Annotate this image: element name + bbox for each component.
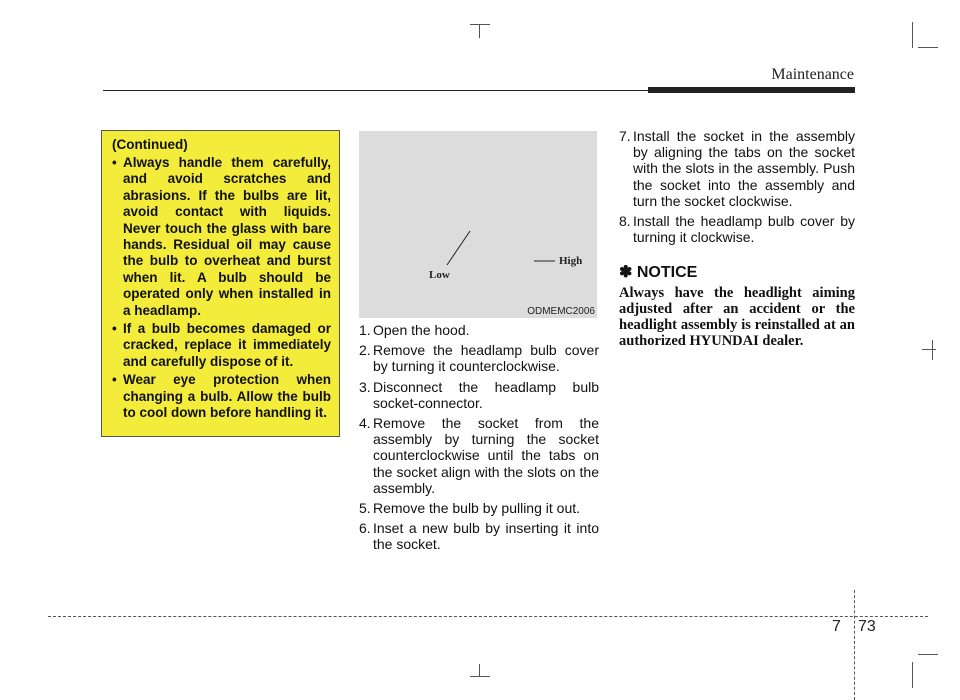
step-item (359, 342, 599, 374)
crop-mark-bottom-center (470, 676, 490, 677)
step-number: 6. (359, 520, 371, 537)
step-text: Install the socket in the assembly by aligning the tabs on the socket with the slots in the assembly. Push the socket into the assembly and turn the socket clockwise. (633, 128, 855, 209)
step-number: 8. (619, 213, 631, 230)
step-number: 1. (359, 322, 371, 338)
step-item (619, 213, 855, 245)
step-number: 4. (359, 415, 371, 432)
caution-bullet-text: Always handle them carefully, and avoid scratches and abrasions. If the bulbs are lit, avoid contact with liquids. Never touch the glass with bare hands. Residual oil may cause the bulb to overheat and burst when lit. A bulb should be operated only when installed in a headlamp. (123, 155, 331, 318)
step-item (359, 322, 599, 338)
crop-mark-top-right-h (918, 47, 938, 48)
notice-body: Always have the headlight aiming adjusted after an accident or the headlight assembly is reinstalled at an authorized HYUNDAI dealer. (619, 285, 855, 349)
low-leader-line (447, 231, 470, 265)
crop-mark-bottom-right-v (912, 662, 913, 688)
step-text: Disconnect the headlamp bulb socket-connector. (373, 378, 599, 411)
step-number: 5. (359, 500, 371, 517)
section-title: Maintenance (771, 66, 854, 83)
step-number: 2. (359, 342, 371, 359)
bullet-icon: • (112, 155, 117, 170)
caution-list (112, 155, 331, 422)
step-number: 7. (619, 128, 631, 144)
step-item (359, 415, 599, 496)
step-text: Remove the bulb by pulling it out. (373, 500, 581, 517)
step-text: Open the hood. (373, 322, 470, 338)
page-number: 73 (858, 618, 876, 635)
crop-mark-top-right-v (912, 22, 913, 48)
step-item (359, 500, 599, 516)
step-text: Remove the headlamp bulb cover by turning it counterclockwise. (373, 342, 599, 375)
crop-mark-right-middle-v (932, 340, 933, 360)
header-rule-accent (648, 87, 855, 93)
step-text: Install the headlamp bulb cover by turning it clockwise. (633, 213, 855, 246)
step-number: 3. (359, 378, 371, 395)
bullet-icon: • (112, 321, 117, 337)
bullet-icon: • (112, 372, 117, 388)
crop-mark-top-center-v (479, 24, 480, 38)
chapter-number: 7 (832, 618, 841, 635)
footer-divider (854, 590, 855, 700)
figure-code: ODMEMC2006 (527, 306, 595, 317)
crop-mark-bottom-right-h (918, 654, 938, 655)
high-label: High (559, 255, 583, 267)
crop-mark-right-middle-h (922, 349, 936, 350)
footer-rule (48, 616, 928, 617)
headlamp-figure (359, 131, 597, 318)
step-item (359, 379, 599, 411)
steps-list (359, 322, 599, 557)
step-text: Remove the socket from the assembly by turning the socket counterclockwise until the tabs on the socket align with the slots on the assembly. (373, 415, 599, 496)
step-item (359, 520, 599, 552)
caution-bullet (112, 372, 331, 421)
notice-title: ✽ NOTICE (619, 264, 698, 281)
continued-label: (Continued) (112, 137, 188, 152)
headlamp-illustration (359, 131, 597, 318)
low-label: Low (429, 269, 450, 281)
caution-box (101, 130, 340, 437)
step-text: Inset a new bulb by inserting it into the socket. (373, 520, 599, 553)
caution-bullet-text: If a bulb becomes damaged or cracked, replace it immediately and carefully dispose of it. (123, 321, 331, 369)
crop-mark-top-center (470, 24, 490, 25)
caution-bullet-text: Wear eye protection when changing a bulb. Allow the bulb to cool down before handling it. (123, 372, 331, 421)
caution-bullet (112, 321, 331, 370)
step-item (619, 128, 855, 209)
crop-mark-bottom-center-v (479, 664, 480, 676)
steps-list-continued (619, 128, 855, 249)
caution-bullet (112, 155, 331, 319)
